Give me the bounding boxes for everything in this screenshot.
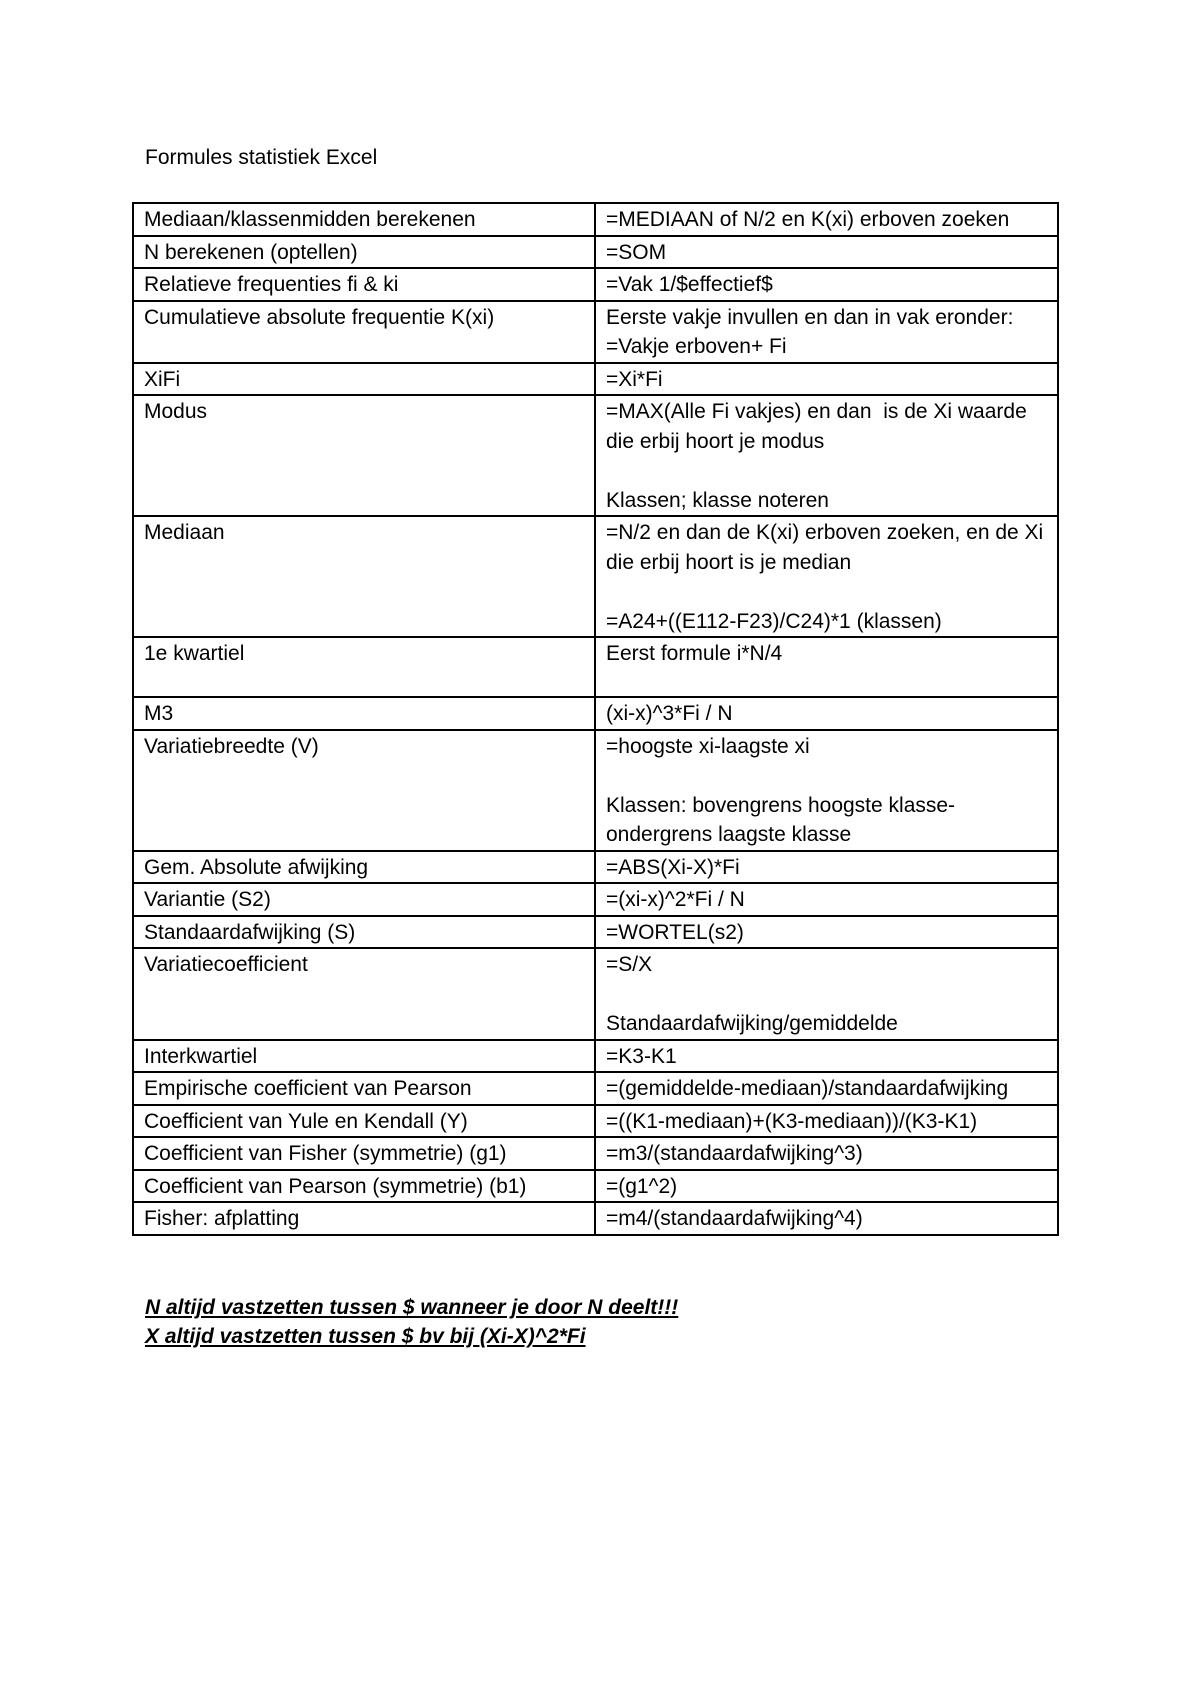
table-row — [133, 1105, 1058, 1138]
table-row — [133, 883, 1058, 916]
statistic-name-cell: Fisher: afplatting — [133, 1202, 595, 1235]
excel-formula-cell: =(xi-x)^2*Fi / N — [595, 883, 1058, 916]
table-row — [133, 268, 1058, 301]
excel-formula-cell: =((K1-mediaan)+(K3-mediaan))/(K3-K1) — [595, 1105, 1058, 1138]
statistic-name-cell: Empirische coefficient van Pearson — [133, 1072, 595, 1105]
note-line: X altijd vastzetten tussen $ bv bij (Xi-X)^2*Fi — [145, 1325, 586, 1348]
excel-formula-cell: =S/X Standaardafwijking/gemiddelde — [595, 948, 1058, 1040]
excel-formula-cell: =WORTEL(s2) — [595, 916, 1058, 949]
statistic-name-cell: Modus — [133, 395, 595, 516]
table-row — [133, 637, 1058, 697]
excel-formula-cell: =SOM — [595, 236, 1058, 269]
table-row — [133, 948, 1058, 1040]
table-row — [133, 516, 1058, 637]
statistic-name-cell: XiFi — [133, 363, 595, 396]
excel-formula-cell: =(g1^2) — [595, 1170, 1058, 1203]
excel-formula-cell: =ABS(Xi-X)*Fi — [595, 851, 1058, 884]
excel-formula-cell: (xi-x)^3*Fi / N — [595, 697, 1058, 730]
statistic-name-cell: Variantie (S2) — [133, 883, 595, 916]
notes — [145, 1293, 678, 1351]
statistic-name-cell: Coefficient van Pearson (symmetrie) (b1) — [133, 1170, 595, 1203]
table-row — [133, 1202, 1058, 1235]
table-row — [133, 203, 1058, 236]
excel-formula-cell: =MAX(Alle Fi vakjes) en dan is de Xi waarde die erbij hoort je modus Klassen; klasse noteren — [595, 395, 1058, 516]
statistic-name-cell: Standaardafwijking (S) — [133, 916, 595, 949]
statistic-name-cell: Relatieve frequenties fi & ki — [133, 268, 595, 301]
table-row — [133, 1170, 1058, 1203]
excel-formula-cell: =m4/(standaardafwijking^4) — [595, 1202, 1058, 1235]
table-row — [133, 851, 1058, 884]
excel-formula-cell: =Vak 1/$effectief$ — [595, 268, 1058, 301]
table-row — [133, 1040, 1058, 1073]
statistic-name-cell: Coefficient van Fisher (symmetrie) (g1) — [133, 1137, 595, 1170]
table-row — [133, 301, 1058, 363]
table-row — [133, 1072, 1058, 1105]
excel-formula-cell: =K3-K1 — [595, 1040, 1058, 1073]
statistic-name-cell: Variatiecoefficient — [133, 948, 595, 1040]
table-row — [133, 697, 1058, 730]
excel-formula-cell: =m3/(standaardafwijking^3) — [595, 1137, 1058, 1170]
statistic-name-cell: Cumulatieve absolute frequentie K(xi) — [133, 301, 595, 363]
statistic-name-cell: Gem. Absolute afwijking — [133, 851, 595, 884]
statistic-name-cell: M3 — [133, 697, 595, 730]
table-row — [133, 363, 1058, 396]
table-row — [133, 730, 1058, 851]
statistic-name-cell: N berekenen (optellen) — [133, 236, 595, 269]
excel-formula-cell: Eerste vakje invullen en dan in vak eronder: =Vakje erboven+ Fi — [595, 301, 1058, 363]
excel-formula-cell: =N/2 en dan de K(xi) erboven zoeken, en de Xi die erbij hoort is je median =A24+((E112-F23)/C24)*1 (klassen) — [595, 516, 1058, 637]
statistic-name-cell: Mediaan/klassenmidden berekenen — [133, 203, 595, 236]
note-line: N altijd vastzetten tussen $ wanneer je door N deelt!!! — [145, 1296, 679, 1319]
statistic-name-cell: Coefficient van Yule en Kendall (Y) — [133, 1105, 595, 1138]
excel-formula-cell: Eerst formule i*N/4 — [595, 637, 1058, 697]
table-row — [133, 395, 1058, 516]
excel-formula-cell: =(gemiddelde-mediaan)/standaardafwijking — [595, 1072, 1058, 1105]
statistic-name-cell: Variatiebreedte (V) — [133, 730, 595, 851]
table-row — [133, 1137, 1058, 1170]
formula-table — [132, 202, 1059, 1236]
statistic-name-cell: 1e kwartiel — [133, 637, 595, 697]
document-title: Formules statistiek Excel — [145, 146, 378, 169]
excel-formula-cell: =Xi*Fi — [595, 363, 1058, 396]
table-row — [133, 236, 1058, 269]
statistic-name-cell: Mediaan — [133, 516, 595, 637]
excel-formula-cell: =hoogste xi-laagste xi Klassen: bovengrens hoogste klasse-ondergrens laagste klasse — [595, 730, 1058, 851]
statistic-name-cell: Interkwartiel — [133, 1040, 595, 1073]
table-row — [133, 916, 1058, 949]
excel-formula-cell: =MEDIAAN of N/2 en K(xi) erboven zoeken — [595, 203, 1058, 236]
formula-table-body — [133, 203, 1058, 1235]
